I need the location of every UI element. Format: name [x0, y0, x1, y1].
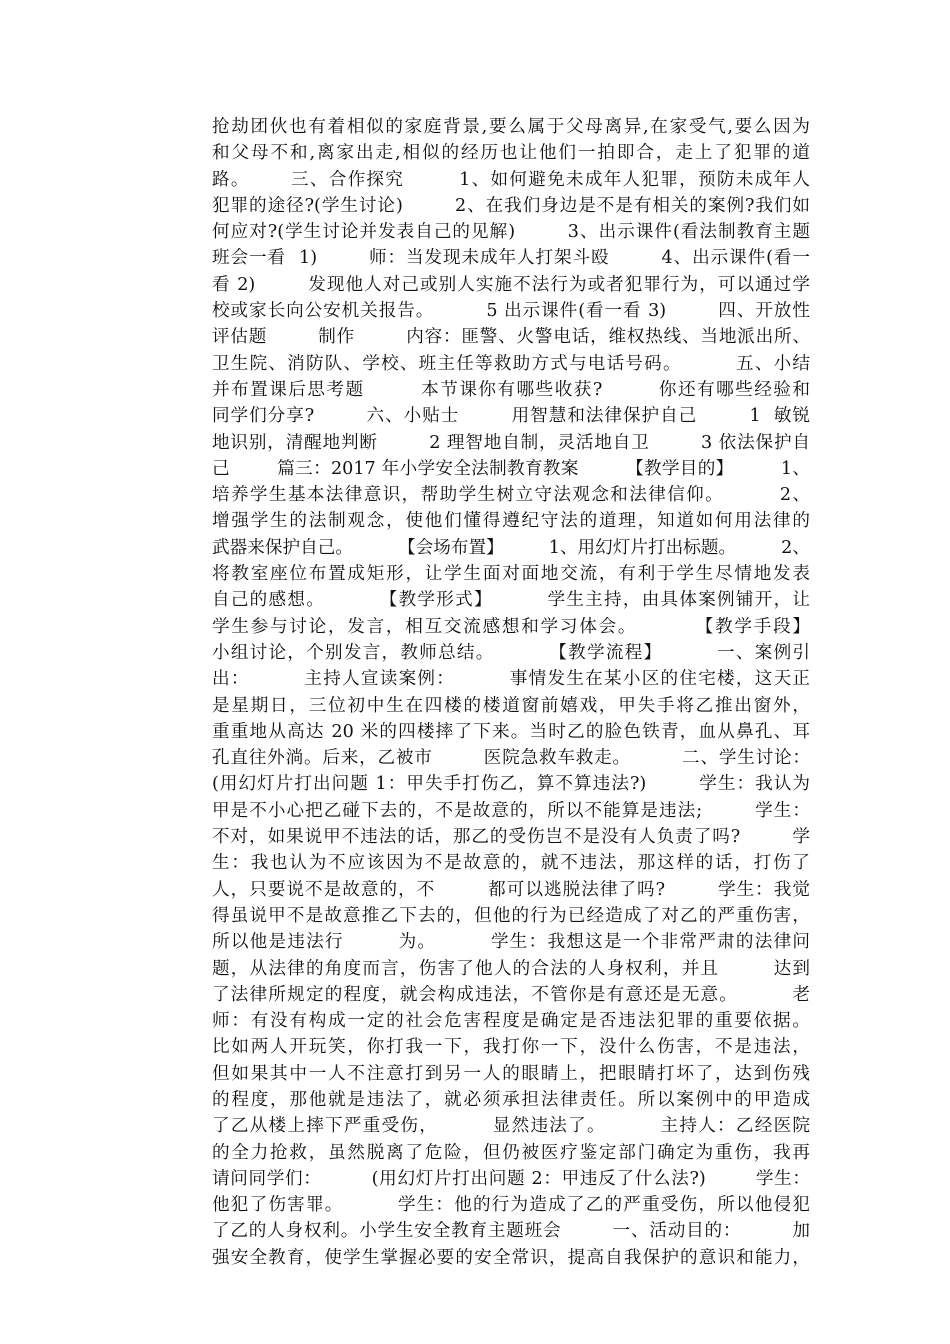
text-line: 己 篇三：2017 年小学安全法制教育教案 【教学目的】 1、 [212, 458, 810, 479]
text-line: 看 2) 发现他人对己或别人实施不法行为或者犯罪行为，可以通过学 [212, 274, 810, 295]
text-line: 抢劫团伙也有着相似的家庭背景,要么属于父母离异,在家受气,要么因为 [212, 117, 810, 137]
text-line: 路。 三、合作探究 1、如何避免未成年人犯罪，预防未成年人 [212, 169, 810, 190]
text-line: 不对，如果说甲不违法的话，那乙的受伤岂不是没有人负责了吗? 学 [212, 827, 810, 848]
text-line: 比如两人开玩笑，你打我一下，我打你一下，没什么伤害，不是违法， [212, 1037, 810, 1058]
text-line: 了乙的人身权利。小学生安全教育主题班会 一、活动目的： 加 [212, 1221, 810, 1242]
text-line: 生：我也认为不应该因为不是故意的，就不违法，那这样的话，打伤了 [212, 853, 810, 874]
text-line: 何应对?(学生讨论并发表自己的见解) 3、出示课件(看法制教育主题 [212, 222, 810, 243]
text-line: 犯罪的途径?(学生讨论) 2、在我们身边是不是有相关的案例?我们如 [212, 195, 810, 216]
text-line: 培养学生基本法律意识，帮助学生树立守法观念和法律信仰。 2、 [212, 485, 810, 506]
text-line: 甲是不小心把乙碰下去的，不是故意的，所以不能算是违法; 学生： [212, 800, 810, 821]
text-line: 的全力抢救，虽然脱离了危险，但仍被医疗鉴定部门确定为重伤，我再 [212, 1142, 810, 1163]
text-line: 请问同学们： (用幻灯片打出问题 2：甲违反了什么法?) 学生： [212, 1168, 810, 1189]
text-line: 增强学生的法制观念，使他们懂得遵纪守法的道理，知道如何用法律的 [212, 511, 810, 532]
text-line: 题，从法律的角度而言，伤害了他人的合法的人身权利，并且 达到 [212, 958, 810, 979]
text-line: 了乙从楼上摔下严重受伤， 显然违法了。 主持人：乙经医院 [212, 1116, 810, 1137]
text-line: 将教室座位布置成矩形，让学生面对面地交流，有利于学生尽情地发表 [212, 564, 810, 585]
text-line: 但如果其中一人不注意打到另一人的眼睛上，把眼睛打坏了，达到伤残 [212, 1063, 810, 1084]
text-line: 的程度，那他就是违法了，就必须承担法律责任。所以案例中的甲造成 [212, 1089, 810, 1110]
text-line: 和父母不和,离家出走,相似的经历也让他们一拍即合，走上了犯罪的道 [212, 143, 810, 164]
text-line: 强安全教育，使学生掌握必要的安全常识，提高自我保护的意识和能力， [212, 1247, 810, 1268]
text-line: 地识别，清醒地判断 2 理智地自制，灵活地自卫 3 依法保护自 [212, 432, 810, 453]
text-line: 重重地从高达 20 米的四楼摔了下来。当时乙的脸色铁青，血从鼻孔、耳 [212, 721, 810, 742]
text-line: 孔直往外淌。后来，乙被市 医院急救车救走。 二、学生讨论： [212, 748, 810, 769]
text-line: (用幻灯片打出问题 1：甲失手打伤乙，算不算违法?) 学生：我认为 [212, 774, 810, 795]
body-text [212, 114, 810, 1271]
text-line: 学生参与讨论，发言，相互交流感想和学习体会。 【教学手段】 [212, 616, 810, 637]
text-line: 卫生院、消防队、学校、班主任等救助方式与电话号码。 五、小结 [212, 353, 810, 374]
text-line: 评估题 制作 内容：匪警、火警电话，维权热线、当地派出所、 [212, 327, 810, 348]
text-line: 校或家长向公安机关报告。 5 出示课件(看一看 3) 四、开放性 [212, 301, 810, 322]
text-line: 得虽说甲不是故意推乙下去的，但他的行为已经造成了对乙的严重伤害， [212, 905, 810, 926]
text-line: 小组讨论，个别发言，教师总结。 【教学流程】 一、案例引 [212, 642, 810, 663]
text-line: 是星期日，三位初中生在四楼的楼道窗前嬉戏，甲失手将乙推出窗外， [212, 695, 810, 716]
text-line: 同学们分享? 六、小贴士 用智慧和法律保护自己 1 敏锐 [212, 406, 810, 427]
text-line: 武器来保护自己。 【会场布置】 1、用幻灯片打出标题。 2、 [212, 537, 810, 558]
text-line: 并布置课后思考题 本节课你有哪些收获? 你还有哪些经验和 [212, 379, 810, 400]
text-line: 所以他是违法行 为。 学生：我想这是一个非常严肃的法律问 [212, 932, 810, 953]
text-line: 人，只要说不是故意的，不 都可以逃脱法律了吗? 学生：我觉 [212, 879, 810, 900]
text-line: 他犯了伤害罪。 学生：他的行为造成了乙的严重受伤，所以他侵犯 [212, 1195, 810, 1216]
text-line: 出： 主持人宣读案例： 事情发生在某小区的住宅楼，这天正 [212, 669, 810, 690]
text-line: 班会一看 1) 师：当发现未成年人打架斗殴 4、出示课件(看一 [212, 248, 810, 269]
text-line: 自己的感想。 【教学形式】 学生主持，由具体案例铺开，让 [212, 590, 810, 611]
text-line: 了法律所规定的程度，就会构成违法，不管你是有意还是无意。 老 [212, 984, 810, 1005]
text-line: 师：有没有构成一定的社会危害程度是确定是否违法犯罪的重要依据。 [212, 1011, 810, 1032]
